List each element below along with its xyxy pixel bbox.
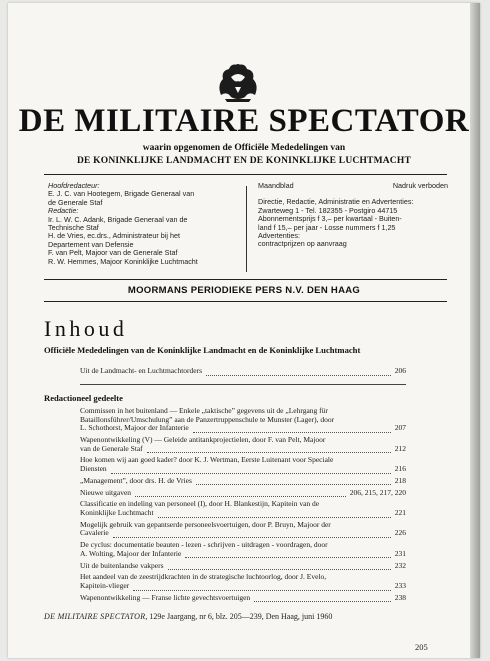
page-number: 205 bbox=[415, 642, 428, 652]
toc-entry-text: De cyclus: documentatie beauten - lezen - schrijven - uitdragen - voordragen, door bbox=[80, 540, 328, 550]
toc-entry-page: 216 bbox=[394, 463, 406, 473]
toc-entry-text: Cavalerie bbox=[80, 528, 109, 538]
toc-entry-page: 238 bbox=[394, 592, 406, 602]
dot-leader bbox=[133, 582, 391, 591]
publication-info bbox=[258, 182, 448, 249]
editorial-staff-line: H. de Vries, ec.drs., Administrateur bij het bbox=[48, 231, 180, 241]
toc-entry-text: Bataillonsführer/Umschulung” aan de Panzertruppenschule te Munster (Lager), door bbox=[80, 414, 335, 424]
masthead-bottom-rule bbox=[44, 279, 447, 280]
editor-in-chief-label: Hoofdredacteur: bbox=[48, 181, 100, 190]
dot-leader bbox=[196, 476, 391, 485]
toc-entry-page: 218 bbox=[394, 475, 406, 485]
toc-entry bbox=[80, 477, 406, 486]
editorial-staff-line: R. W. Hemmes, Majoor Koninklijke Luchtmacht bbox=[48, 256, 198, 266]
toc-entry-text: „Management”, door drs. H. de Vries bbox=[80, 475, 192, 485]
editorial-staff-line: Ir. L. W. C. Adank, Brigade Generaal van de bbox=[48, 214, 188, 224]
subscription-line: Abonnementsprijs f 3,– per kwartaal - Buiten- bbox=[258, 214, 402, 224]
toc-entry-text: Mogelijk gebruik van gepantserde personeelsvoertuigen, door P. Bruyn, Majoor der bbox=[80, 519, 331, 529]
dot-leader bbox=[254, 593, 391, 602]
footer-details: , 129e Jaargang, nr 6, blz. 205—239, Den Haag, juni 1960 bbox=[145, 612, 333, 621]
editorial-staff-line: Technische Staf bbox=[48, 223, 99, 233]
footer-citation bbox=[44, 612, 332, 621]
journal-title: DE MILITAIRE SPECTATOR bbox=[18, 103, 470, 139]
toc-entry bbox=[80, 573, 406, 590]
toc-entry bbox=[80, 489, 406, 498]
monthly-label: Maandblad bbox=[258, 181, 294, 190]
toc-entry-text: Diensten bbox=[80, 463, 107, 473]
toc-entry-page: 233 bbox=[394, 580, 406, 590]
journal-page bbox=[8, 3, 480, 658]
address-line: Zwarteweg 1 - Tel. 182355 - Postgiro 44715 bbox=[258, 205, 398, 215]
toc-entry-text: L. Schothorst, Majoor der Infanterie bbox=[80, 423, 189, 433]
journal-subtitle-organisations: DE KONINKLIJKE LANDMACHT EN DE KONINKLIJKE LUCHTMACHT bbox=[77, 156, 411, 166]
toc-entry bbox=[80, 456, 406, 473]
editor-in-chief-line: de Generale Staf bbox=[48, 197, 103, 207]
dot-leader bbox=[193, 424, 391, 433]
editorial-staff-line: Departement van Defensie bbox=[48, 239, 134, 249]
toc-entry bbox=[80, 594, 406, 603]
toc-entry-text: Wapenontwikkeling (V) — Geleide antitankprojectielen, door F. van Pelt, Majoor bbox=[80, 435, 326, 444]
toc-entry-page: 206, 215, 217, 220 bbox=[349, 487, 406, 497]
reprint-notice: Nadruk verboden bbox=[392, 181, 448, 190]
toc-entry-page: 206 bbox=[394, 366, 406, 375]
masthead bbox=[48, 181, 448, 278]
journal-subtitle: waarin opgenomen de Officiële Mededelingen van bbox=[142, 143, 346, 153]
section-heading-official: Officiële Mededelingen van de Koninklijke Landmacht en de Koninklijke Luchtmacht bbox=[44, 345, 361, 355]
lion-emblem-icon bbox=[213, 61, 263, 103]
toc-entry-page: 212 bbox=[394, 443, 406, 453]
toc-entry-page: 226 bbox=[394, 528, 406, 538]
periodicity-row bbox=[258, 182, 448, 190]
dot-leader bbox=[111, 465, 391, 474]
contents-heading: Inhoud bbox=[44, 316, 128, 341]
toc-entry-page: 231 bbox=[394, 548, 406, 558]
toc-entry-text: Kapitein-vlieger bbox=[80, 580, 130, 590]
toc-entry-text: Nieuwe uitgaven bbox=[80, 487, 132, 497]
toc-entry-text: Het aandeel van de zeestrijdkrachten in de strategische luchtoorlog, door J. Evelo, bbox=[80, 572, 327, 582]
section-separator bbox=[80, 384, 406, 385]
page-edge-shadow bbox=[470, 3, 480, 658]
toc-entry-text: Hoe komen wij aan goed kader? door K. J. Wertman, Eerste Luitenant voor Speciale bbox=[80, 455, 334, 465]
editorial-staff-label: Redactie: bbox=[48, 206, 79, 216]
toc-entry bbox=[80, 562, 406, 571]
dot-leader bbox=[135, 488, 346, 497]
subscription-line: land f 15,– per jaar - Losse nummers f 1,25 bbox=[258, 222, 396, 232]
masthead-top-rule bbox=[44, 174, 447, 175]
directorate-label: Directie, Redactie, Administratie en Advertenties: bbox=[258, 197, 414, 207]
toc-entry-text: Wapenontwikkeling — Franse lichte gevechtsvoertuigen bbox=[80, 592, 251, 602]
toc-entry-text: Koninklijke Luchtmacht bbox=[80, 507, 154, 517]
publisher-name: MOORMANS PERIODIEKE PERS N.V. DEN HAAG bbox=[127, 285, 361, 296]
toc-entry-page: 232 bbox=[394, 560, 406, 570]
publisher-rule bbox=[44, 301, 447, 302]
toc-entry-page: 207 bbox=[394, 423, 406, 433]
toc-entry bbox=[80, 541, 406, 558]
toc-entry bbox=[80, 500, 406, 517]
toc-entry bbox=[80, 521, 406, 538]
dot-leader bbox=[206, 367, 391, 376]
toc-entry-text: Uit de Landmacht- en Luchtmachtorders bbox=[80, 366, 203, 375]
editorial-staff-line: F. van Pelt, Majoor van de Generale Staf bbox=[48, 248, 178, 258]
masthead-divider bbox=[246, 186, 247, 272]
toc-entry bbox=[80, 367, 406, 376]
advertising-label: Advertenties: bbox=[258, 231, 300, 241]
toc-entry-text: Commissen in het buitenland — Enkele „taktische” gegevens uit de „Lehrgang für bbox=[80, 406, 328, 415]
dot-leader bbox=[158, 509, 391, 518]
editorial-board bbox=[48, 182, 238, 266]
toc-entry-text: Classificatie en indeling van personeel (I), door H. Blankestijn, Kapitein van de bbox=[80, 499, 320, 509]
advertising-text: contractprijzen op aanvraag bbox=[258, 239, 347, 249]
toc-entry-text: van de Generale Staf bbox=[80, 443, 143, 453]
toc-entry bbox=[80, 436, 406, 453]
toc-entry-text: A. Wolting, Majoor der Infanterie bbox=[80, 548, 182, 558]
toc-entry-text: Uit de buitenlandse vakpers bbox=[80, 560, 164, 570]
dot-leader bbox=[185, 549, 390, 558]
dot-leader bbox=[113, 529, 391, 538]
toc-entry-page: 221 bbox=[394, 507, 406, 517]
footer-journal-name: DE MILITAIRE SPECTATOR bbox=[44, 612, 146, 621]
toc-entry bbox=[80, 407, 406, 433]
dot-leader bbox=[168, 561, 391, 570]
section-heading-editorial: Redactioneel gedeelte bbox=[44, 393, 123, 403]
dot-leader bbox=[147, 444, 391, 453]
editor-in-chief-line: E. J. C. van Hootegem, Brigade Generaal van bbox=[48, 189, 195, 199]
